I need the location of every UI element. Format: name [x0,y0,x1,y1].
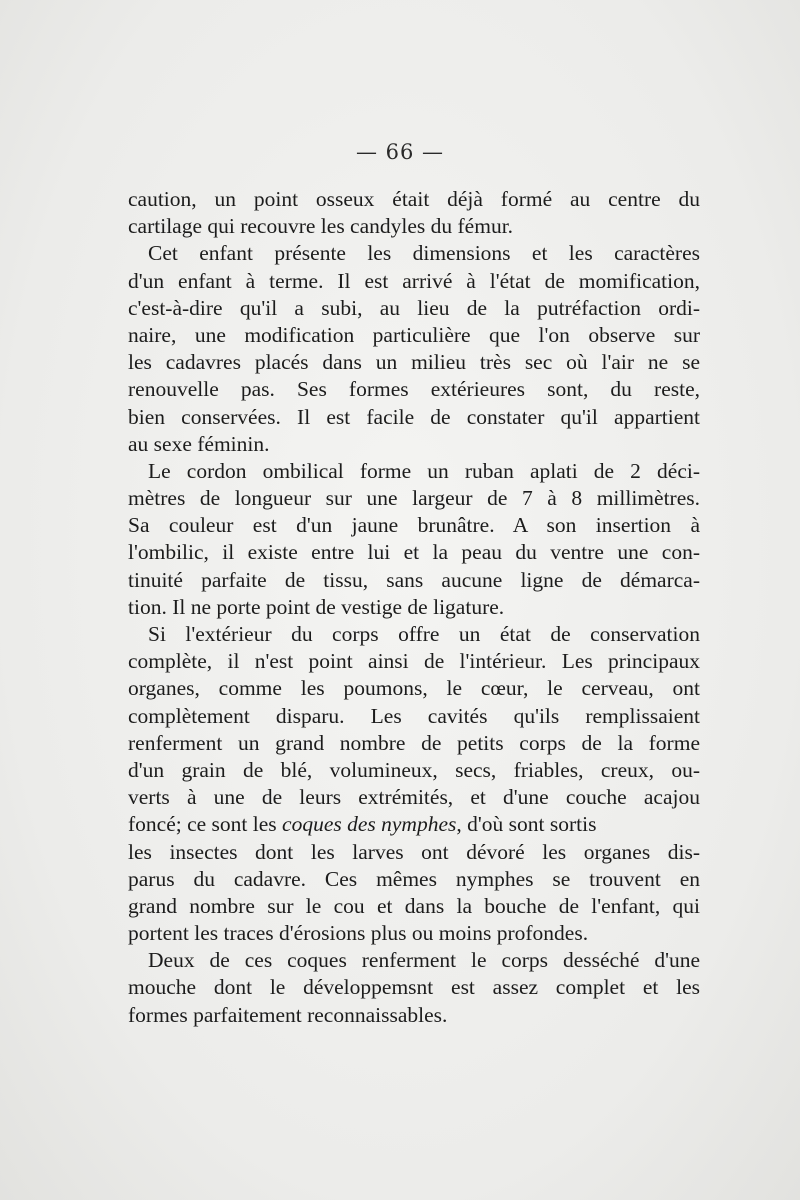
text-line: d'un grain de blé, volumineux, secs, friables, creux, ou- [128,757,700,782]
text-line: renferment un grand nombre de petits corps de la forme [128,730,700,755]
text-segment: , d'où sont sortis [456,812,597,837]
text-line: grand nombre sur le cou et dans la bouche de l'enfant, qui [128,893,700,918]
text-line: naire, une modification particulière que l'on observe sur [128,322,700,347]
text-line: les cadavres placés dans un milieu très sec où l'air ne se [128,350,700,375]
text-line: organes, comme les poumons, le cœur, le cerveau, ont [128,676,700,701]
text-line: complète, il n'est point ainsi de l'intérieur. Les principaux [128,649,700,674]
text-line: tinuité parfaite de tissu, sans aucune ligne de démarca- [128,567,700,592]
text-line: au sexe féminin. [128,431,270,456]
text-line: mètres de longueur sur une largeur de 7 à 8 millimètres. [128,486,700,511]
text-line: c'est-à-dire qu'il a subi, au lieu de la putréfaction ordi- [128,295,700,320]
text-line: Cet enfant présente les dimensions et les caractères [148,241,700,266]
text-line: bien conservées. Il est facile de constater qu'il appartient [128,404,700,429]
text-line: Deux de ces coques renferment le corps desséché d'une [148,948,700,973]
text-line: Si l'extérieur du corps offre un état de conservation [148,622,700,646]
text-line: tion. Il ne porte point de vestige de ligature. [128,594,505,619]
text-line-with-italic [128,811,700,838]
text-line: parus du cadavre. Ces mêmes nymphes se trouvent en [128,866,700,891]
text-line: caution, un point osseux était déjà formé au centre du [128,187,700,211]
text-line: portent les traces d'érosions plus ou moins profondes. [128,921,589,946]
text-line: Le cordon ombilical forme un ruban aplati de 2 déci- [148,458,700,483]
text-line: d'un enfant à terme. Il est arrivé à l'état de momification, [128,268,700,293]
text-line: l'ombilic, il existe entre lui et la peau du ventre une con- [128,540,700,565]
text-line: formes parfaitement reconnaissables. [128,1002,448,1027]
italic-term: coques des nymphes [282,812,457,837]
body-text [128,186,700,1029]
text-line: cartilage qui recouvre les candyles du fémur. [128,214,514,239]
text-segment: foncé; ce sont les [128,812,283,837]
page-number: — 66 — [355,140,445,164]
text-line: Sa couleur est d'un jaune brunâtre. A son insertion à [128,513,700,538]
text-line: mouche dont le développemsnt est assez complet et les [128,975,700,1000]
text-line: complètement disparu. Les cavités qu'ils remplissaient [128,703,700,728]
text-line: verts à une de leurs extrémités, et d'une couche acajou [128,785,700,810]
text-line: les insectes dont les larves ont dévoré les organes dis- [128,839,700,864]
text-line: renouvelle pas. Ses formes extérieures sont, du reste, [128,377,700,402]
